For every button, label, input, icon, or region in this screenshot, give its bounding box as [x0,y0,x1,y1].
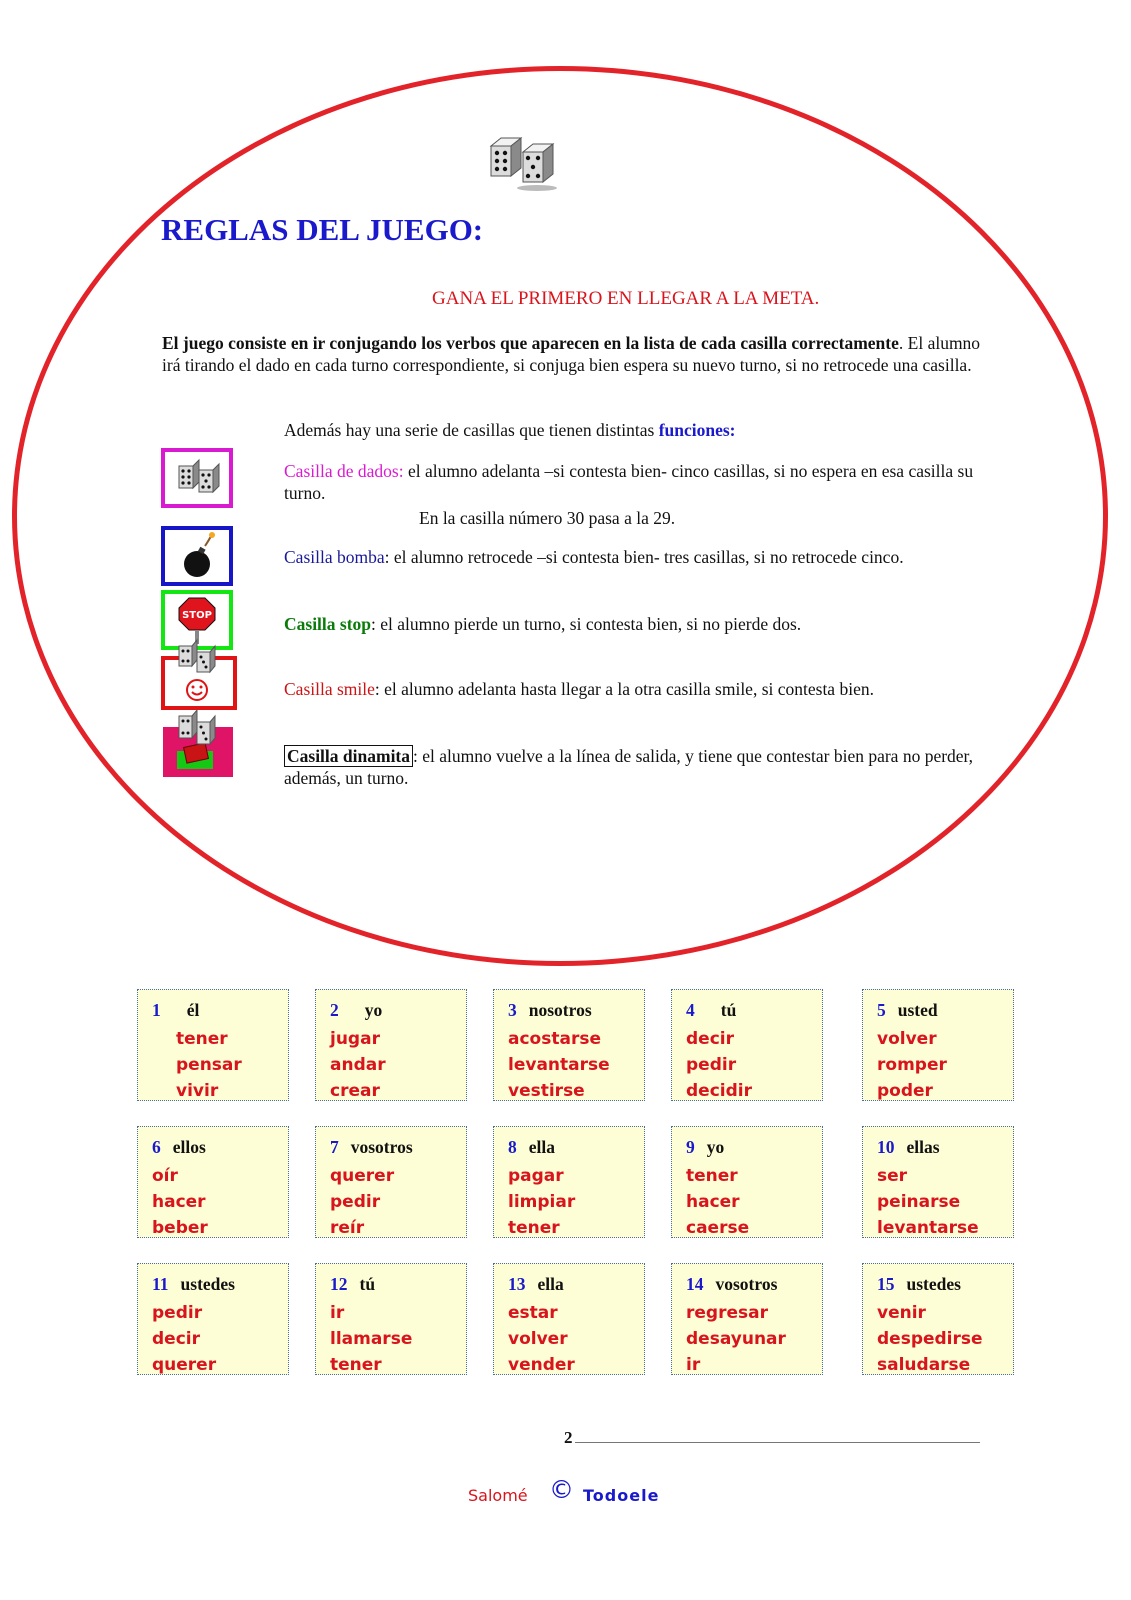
verb-card-person: yo [706,1137,725,1157]
verb-card-header [686,1000,736,1021]
rule-stop [284,613,984,635]
rule-dados [284,460,984,504]
rule-stop-text: : el alumno pierde un turno, si contesta bien, si no pierde dos. [371,614,802,634]
verb-list [877,1026,947,1101]
verb-item: pedir [686,1055,737,1075]
verb-item: saludarse [877,1355,971,1375]
functions-word: funciones [658,420,730,440]
verb-card-person: vosotros [715,1274,778,1294]
verb-item: tener [508,1218,560,1238]
verb-item: levantarse [877,1218,979,1238]
intro-paragraph [162,332,982,376]
verb-card-number: 4 [686,1000,695,1020]
verb-card-number: 15 [877,1274,895,1294]
verb-item: decir [152,1329,200,1349]
rule-bomba [284,546,984,568]
verb-card-header [152,1137,206,1158]
verb-card-header [152,1274,235,1295]
verb-card-number: 10 [877,1137,895,1157]
verb-card-number: 8 [508,1137,517,1157]
verb-item: hacer [686,1192,740,1212]
verb-card-number: 6 [152,1137,161,1157]
verb-card-person: tú [720,1000,737,1020]
verb-card-number: 5 [877,1000,886,1020]
rule-bomba-text: : el alumno retrocede –si contesta bien- tres casillas, si no retrocede cinco. [384,547,904,567]
verb-item: romper [877,1055,947,1075]
verb-item: volver [877,1029,937,1049]
verb-item: jugar [330,1029,380,1049]
verb-item: vestirse [508,1081,585,1101]
verb-item: decir [686,1029,734,1049]
verb-item: caerse [686,1218,750,1238]
verb-item: estar [508,1303,558,1323]
intro-rest: . El alumno irá tirando el dado en cada turno correspondiente, si conjuga bien espera su nuevo turno, si no retrocede una casilla. [162,333,981,375]
verb-item: pensar [176,1055,242,1075]
verb-item: regresar [686,1303,768,1323]
verb-card-number: 11 [152,1274,169,1294]
verb-card [862,989,1014,1101]
verb-card-person: ellos [172,1137,206,1157]
page-number: 2 [564,1428,573,1447]
dados-square-icon [161,448,233,508]
verb-card [315,1126,467,1238]
rule-dados-note: En la casilla número 30 pasa a la 29. [419,508,676,528]
verb-card [862,1263,1014,1375]
verb-card-number: 14 [686,1274,704,1294]
verb-item: levantarse [508,1055,610,1075]
verb-item: peinarse [877,1192,961,1212]
rule-dados-text: el alumno adelanta –si contesta bien- cinco casillas, si no espera en esa casilla su turno. [284,461,974,503]
functions-colon: : [729,420,736,440]
verb-card-person: ella [528,1137,555,1157]
verb-item: vivir [176,1081,219,1101]
rule-dinamita [284,745,984,789]
verb-item: beber [152,1218,208,1238]
verb-card-header [508,1274,564,1295]
verb-card-person: ellas [906,1137,940,1157]
verb-card-person: tú [359,1274,376,1294]
verb-item: pedir [152,1303,203,1323]
verb-card-number: 9 [686,1137,695,1157]
verb-list [330,1026,386,1101]
verb-card [137,1126,289,1238]
verb-list [686,1300,786,1375]
verb-card-header [877,1137,940,1158]
verb-card-header [330,1137,413,1158]
verb-card [137,1263,289,1375]
verb-card [493,1263,645,1375]
verb-card-person: vosotros [350,1137,413,1157]
rule-dinamita-name: Casilla dinamita [284,745,413,767]
verb-item: hacer [152,1192,206,1212]
verb-item: tener [176,1029,228,1049]
verb-list [330,1163,394,1238]
verb-item: andar [330,1055,386,1075]
verb-card-header [877,1274,961,1295]
verb-item: vender [508,1355,575,1375]
verb-item: limpiar [508,1192,576,1212]
verb-list [330,1300,412,1375]
rule-dados-name: Casilla de dados: [284,461,404,481]
verb-card-header [330,1000,382,1021]
verb-card [315,1263,467,1375]
verb-card [315,989,467,1101]
intro-bold: El juego consiste en ir conjugando los verbos que aparecen en la lista de cada casilla correctamente [162,333,899,353]
dice-icon [487,132,563,192]
verb-list [176,1026,242,1101]
page-title: REGLAS DEL JUEGO: [161,212,484,247]
dice-icon [177,708,221,748]
verb-card-person: ella [537,1274,564,1294]
verb-item: acostarse [508,1029,601,1049]
functions-intro [284,420,736,441]
copyright-icon: © [549,1475,574,1504]
verb-card-person: nosotros [528,1000,592,1020]
verb-card [493,1126,645,1238]
bomb-icon [165,530,229,582]
verb-item: volver [508,1329,568,1349]
rule-bomba-name: Casilla bomba [284,547,385,567]
verb-list [152,1300,216,1375]
verb-card-person: ustedes [180,1274,235,1294]
verb-list [877,1163,979,1238]
verb-list [152,1163,208,1238]
verb-list [686,1163,749,1238]
verb-card-number: 13 [508,1274,526,1294]
verb-list [508,1163,575,1238]
verb-card [137,989,289,1101]
verb-card-number: 2 [330,1000,339,1020]
verb-card-person: yo [364,1000,383,1020]
verb-item: despedirse [877,1329,983,1349]
verb-card [671,1126,823,1238]
verb-card-header [330,1274,375,1295]
verb-card [862,1126,1014,1238]
stop-sign-label: STOP [182,610,212,621]
verb-item: ir [330,1303,345,1323]
rule-smile-name: Casilla smile [284,679,375,699]
verb-item: pedir [330,1192,381,1212]
verb-card-person: él [186,1000,200,1020]
verb-card-number: 1 [152,1000,161,1020]
verb-list [877,1300,983,1375]
verb-item: ir [686,1355,701,1375]
verb-card-header [686,1137,724,1158]
rule-smile-text: : el alumno adelanta hasta llegar a la otra casilla smile, si contesta bien. [374,679,874,699]
page-footer-number [564,1428,980,1448]
footer-rule-line [575,1442,980,1443]
verb-item: ser [877,1166,908,1186]
verb-list [686,1026,752,1101]
verb-card [493,989,645,1101]
verb-item: oír [152,1166,178,1186]
verb-card-header [508,1137,555,1158]
verb-card-header [686,1274,777,1295]
verb-item: reír [330,1218,365,1238]
verb-card-header [508,1000,592,1021]
verb-item: desayunar [686,1329,786,1349]
dice-icon [165,452,229,504]
dice-icon [177,638,221,676]
functions-intro-text: Además hay una serie de casillas que tienen distintas [284,420,659,440]
verb-card-header [152,1000,199,1021]
verb-item: pagar [508,1166,564,1186]
verb-item: tener [330,1355,382,1375]
bomba-square-icon [161,526,233,586]
win-condition: GANA EL PRIMERO EN LLEGAR A LA META. [432,288,820,309]
verb-card [671,989,823,1101]
verb-item: tener [686,1166,738,1186]
verb-item: crear [330,1081,380,1101]
verb-item: llamarse [330,1329,413,1349]
footer-author: Salomé [468,1486,528,1505]
verb-card-number: 12 [330,1274,348,1294]
rule-stop-name: Casilla stop [284,614,372,634]
verb-card-number: 3 [508,1000,517,1020]
verb-item: querer [330,1166,395,1186]
footer-brand: Todoele [583,1486,660,1505]
verb-list [508,1300,575,1375]
verb-list [508,1026,610,1101]
verb-item: decidir [686,1081,752,1101]
rule-dinamita-text: : el alumno vuelve a la línea de salida, y tiene que contestar bien para no perder, además, un turno. [284,746,974,788]
verb-card-person: ustedes [906,1274,961,1294]
verb-item: poder [877,1081,933,1101]
rule-smile [284,678,984,700]
verb-card-person: usted [897,1000,938,1020]
verb-card-header [877,1000,938,1021]
verb-card [671,1263,823,1375]
verb-item: venir [877,1303,926,1323]
verb-card-number: 7 [330,1137,339,1157]
verb-item: querer [152,1355,217,1375]
